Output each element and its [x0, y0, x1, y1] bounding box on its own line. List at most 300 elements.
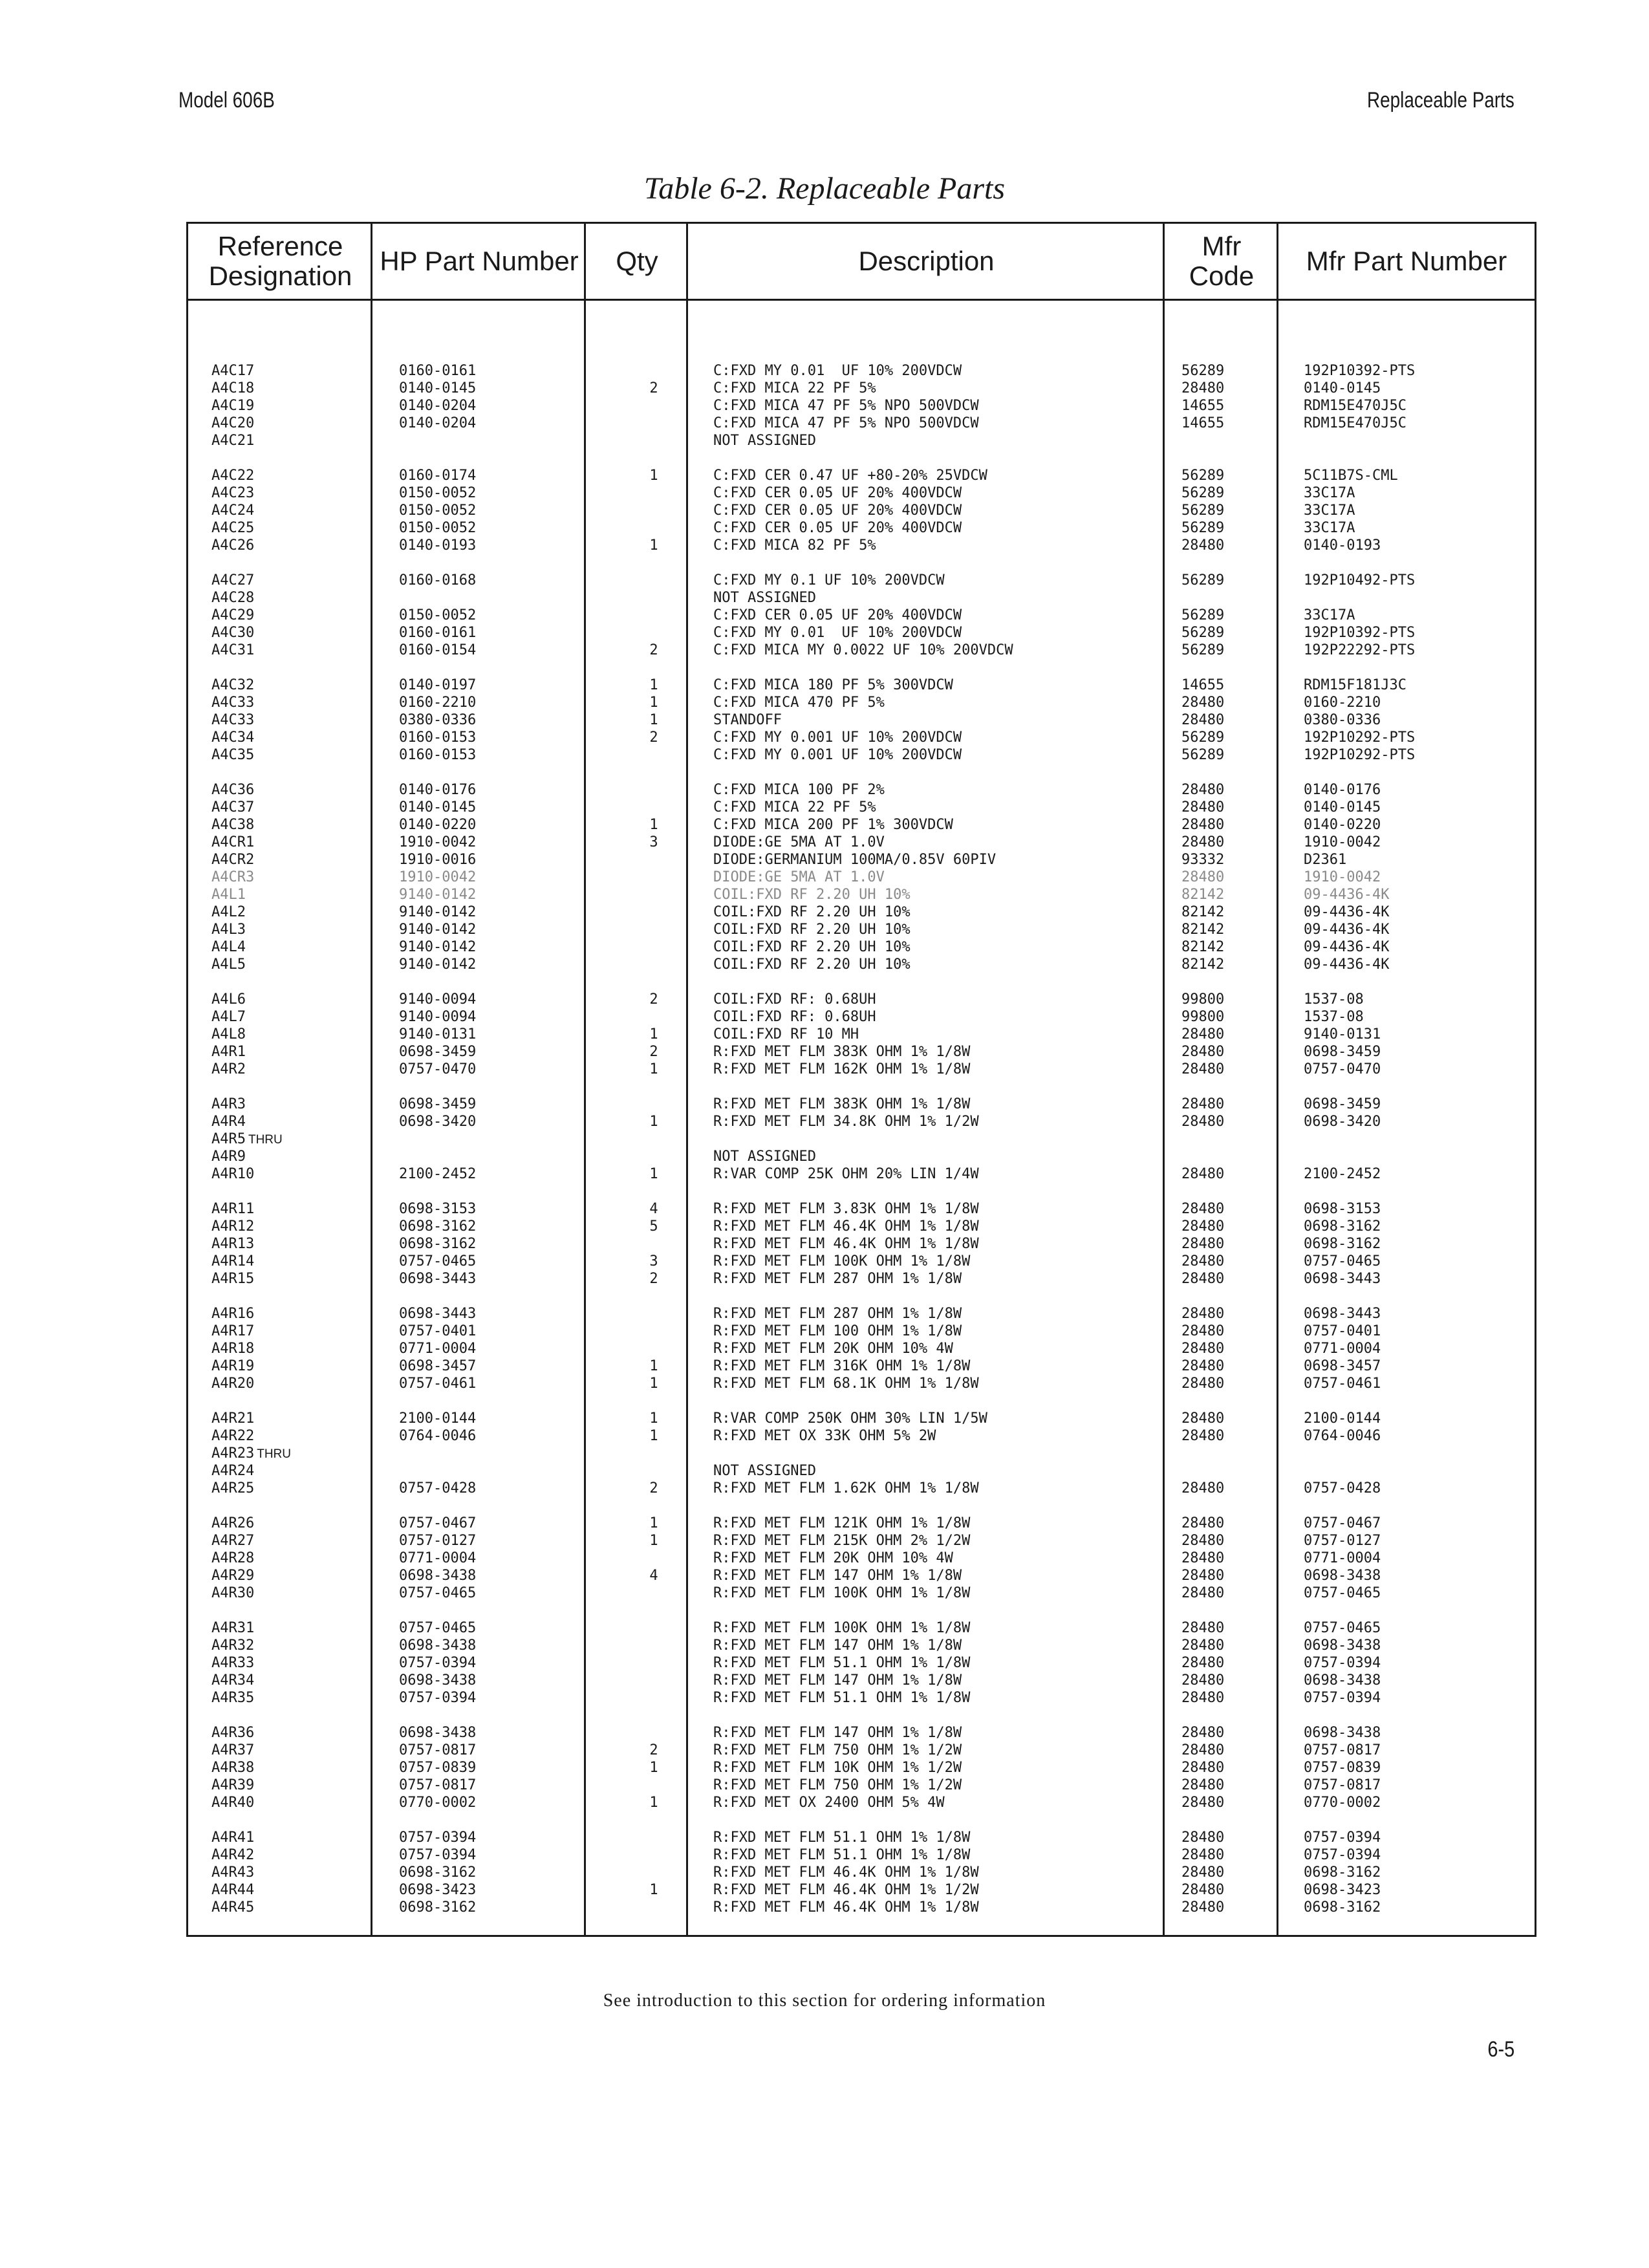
- cell-mfr-code: 28480: [1181, 1428, 1225, 1444]
- cell-reference: A4R4: [211, 1114, 246, 1130]
- cell-description: R:FXD MET FLM 46.4K OHM 1% 1/8W: [713, 1864, 979, 1881]
- table-row: [188, 1584, 1535, 1602]
- cell-reference: A4R20: [211, 1376, 255, 1392]
- table-row: [188, 1724, 1535, 1742]
- cell-mfr-part-number: 09-4436-4K: [1304, 922, 1390, 938]
- cell-mfr-code: 28480: [1181, 1166, 1225, 1182]
- cell-description: R:FXD MET FLM 100K OHM 1% 1/8W: [713, 1253, 971, 1269]
- cell-mfr-code: 28480: [1181, 1864, 1225, 1881]
- cell-hp-part-number: 0757-0428: [399, 1480, 477, 1496]
- cell-hp-part-number: 0757-0817: [399, 1742, 477, 1758]
- cell-description: R:FXD MET OX 33K OHM 5% 2W: [713, 1428, 936, 1444]
- cell-description: C:FXD MICA 470 PF 5%: [713, 695, 885, 711]
- table-row: [188, 1777, 1535, 1794]
- table-row: [188, 1200, 1535, 1218]
- cell-qty: 2: [649, 1742, 658, 1758]
- table-row: [188, 1305, 1535, 1323]
- cell-qty: 1: [649, 695, 658, 711]
- cell-mfr-code: 28480: [1181, 712, 1225, 728]
- cell-mfr-code: 28480: [1181, 1061, 1225, 1077]
- cell-mfr-code: 28480: [1181, 799, 1225, 815]
- cell-reference: A4R44: [211, 1882, 255, 1898]
- cell-description: R:FXD MET FLM 287 OHM 1% 1/8W: [713, 1306, 962, 1322]
- cell-hp-part-number: 1910-0042: [399, 869, 477, 885]
- table-row: [188, 1218, 1535, 1235]
- cell-mfr-code: 28480: [1181, 1742, 1225, 1758]
- cell-hp-part-number: 9140-0142: [399, 939, 477, 955]
- table-row: [188, 1008, 1535, 1026]
- cell-qty: 1: [649, 1114, 658, 1130]
- cell-mfr-code: 56289: [1181, 642, 1225, 658]
- cell-reference: A4C33: [211, 695, 255, 711]
- cell-mfr-part-number: 0698-3459: [1304, 1096, 1381, 1112]
- cell-mfr-code: 28480: [1181, 1096, 1225, 1112]
- table-row: [188, 1148, 1535, 1165]
- cell-mfr-code: 99800: [1181, 991, 1225, 1008]
- cell-qty: 1: [649, 1760, 658, 1776]
- table-row: [188, 991, 1535, 1008]
- cell-reference: A4R16: [211, 1306, 255, 1322]
- cell-mfr-part-number: 2100-2452: [1304, 1166, 1381, 1182]
- cell-qty: 1: [649, 1533, 658, 1549]
- table-row: [188, 467, 1535, 484]
- cell-hp-part-number: 0380-0336: [399, 712, 477, 728]
- cell-reference: A4C38: [211, 817, 255, 833]
- cell-reference: A4R12: [211, 1218, 255, 1235]
- cell-description: C:FXD CER 0.05 UF 20% 400VDCW: [713, 520, 962, 536]
- cell-mfr-code: 28480: [1181, 1236, 1225, 1252]
- cell-description: R:VAR COMP 250K OHM 30% LIN 1/5W: [713, 1410, 987, 1427]
- cell-reference: A4C17: [211, 363, 255, 379]
- cell-reference: A4L7: [211, 1009, 246, 1025]
- cell-reference: A4R45: [211, 1899, 255, 1916]
- cell-mfr-code: 56289: [1181, 572, 1225, 589]
- cell-mfr-code: 56289: [1181, 502, 1225, 519]
- cell-hp-part-number: 0757-0465: [399, 1620, 477, 1636]
- cell-description: R:FXD MET FLM 34.8K OHM 1% 1/2W: [713, 1114, 979, 1130]
- cell-description: COIL:FXD RF 2.20 UH 10%: [713, 887, 911, 903]
- cell-reference: A4R19: [211, 1358, 255, 1374]
- cell-mfr-code: 82142: [1181, 887, 1225, 903]
- table-row: [188, 746, 1535, 764]
- cell-mfr-part-number: 0757-0394: [1304, 1830, 1381, 1846]
- cell-reference: A4C23: [211, 485, 255, 501]
- cell-reference: A4C21: [211, 433, 255, 449]
- cell-mfr-part-number: 192P10292-PTS: [1304, 747, 1416, 763]
- table-row: [188, 1829, 1535, 1846]
- cell-reference: A4C29: [211, 607, 255, 623]
- column-header-mfr-code: Mfr Code: [1189, 231, 1255, 291]
- cell-reference: A4R33: [211, 1655, 255, 1671]
- cell-description: NOT ASSIGNED: [713, 1149, 816, 1165]
- cell-description: R:FXD MET FLM 147 OHM 1% 1/8W: [713, 1568, 962, 1584]
- cell-mfr-code: 28480: [1181, 1515, 1225, 1531]
- cell-mfr-code: 28480: [1181, 1568, 1225, 1584]
- table-row: [188, 1410, 1535, 1427]
- cell-qty: 1: [649, 1166, 658, 1182]
- cell-mfr-code: 82142: [1181, 922, 1225, 938]
- page-number: 6-5: [1487, 2037, 1514, 2062]
- cell-mfr-part-number: 0698-3162: [1304, 1864, 1381, 1881]
- cell-reference: A4R40: [211, 1795, 255, 1811]
- cell-mfr-part-number: 0698-3457: [1304, 1358, 1381, 1374]
- cell-mfr-part-number: 192P10392-PTS: [1304, 363, 1416, 379]
- cell-hp-part-number: 0140-0145: [399, 380, 477, 396]
- cell-reference: A4R26: [211, 1515, 255, 1531]
- cell-description: R:FXD MET FLM 162K OHM 1% 1/8W: [713, 1061, 971, 1077]
- cell-mfr-code: 82142: [1181, 904, 1225, 920]
- table-row: [188, 799, 1535, 816]
- table-row: [188, 1445, 1535, 1462]
- table-row: [188, 607, 1535, 624]
- cell-hp-part-number: 0160-0153: [399, 747, 477, 763]
- cell-mfr-part-number: 0698-3443: [1304, 1271, 1381, 1287]
- cell-qty: 1: [649, 677, 658, 693]
- table-row: [188, 1340, 1535, 1357]
- cell-hp-part-number: 0150-0052: [399, 607, 477, 623]
- cell-mfr-part-number: 1910-0042: [1304, 869, 1381, 885]
- cell-description: DIODE:GE 5MA AT 1.0V: [713, 834, 885, 850]
- cell-mfr-code: 28480: [1181, 1341, 1225, 1357]
- table-row: [188, 415, 1535, 432]
- cell-hp-part-number: 0757-0817: [399, 1777, 477, 1793]
- table-row: [188, 869, 1535, 886]
- cell-reference: A4C33: [211, 712, 255, 728]
- cell-mfr-code: 28480: [1181, 1323, 1225, 1339]
- cell-mfr-part-number: 0698-3162: [1304, 1218, 1381, 1235]
- cell-description: C:FXD CER 0.05 UF 20% 400VDCW: [713, 607, 962, 623]
- cell-reference: A4L6: [211, 991, 246, 1008]
- table-row: [188, 903, 1535, 921]
- cell-description: R:FXD MET FLM 750 OHM 1% 1/2W: [713, 1777, 962, 1793]
- cell-mfr-part-number: 0140-0145: [1304, 380, 1381, 396]
- cell-description: C:FXD MICA 47 PF 5% NPO 500VDCW: [713, 415, 979, 431]
- cell-hp-part-number: 0698-3459: [399, 1044, 477, 1060]
- cell-mfr-part-number: 0757-0394: [1304, 1847, 1381, 1863]
- cell-reference: A4C30: [211, 625, 255, 641]
- cell-reference: A4R27: [211, 1533, 255, 1549]
- table-row: [188, 1480, 1535, 1497]
- table-row: [188, 886, 1535, 903]
- cell-hp-part-number: 0140-0145: [399, 799, 477, 815]
- cell-mfr-code: 56289: [1181, 729, 1225, 746]
- cell-description: STANDOFF: [713, 712, 782, 728]
- cell-description: R:FXD MET FLM 383K OHM 1% 1/8W: [713, 1096, 971, 1112]
- cell-hp-part-number: 0771-0004: [399, 1550, 477, 1566]
- cell-mfr-code: 56289: [1181, 520, 1225, 536]
- cell-mfr-part-number: 0764-0046: [1304, 1428, 1381, 1444]
- cell-description: R:FXD MET FLM 20K OHM 10% 4W: [713, 1341, 953, 1357]
- cell-mfr-code: 28480: [1181, 1725, 1225, 1741]
- cell-hp-part-number: 0160-0153: [399, 729, 477, 746]
- cell-description: C:FXD MICA MY 0.0022 UF 10% 200VDCW: [713, 642, 1013, 658]
- table-row: [188, 1113, 1535, 1130]
- cell-qty: 2: [649, 1480, 658, 1496]
- cell-mfr-part-number: 0757-0461: [1304, 1376, 1381, 1392]
- cell-mfr-part-number: 33C17A: [1304, 502, 1355, 519]
- cell-reference: A4L2: [211, 904, 246, 920]
- cell-description: COIL:FXD RF 2.20 UH 10%: [713, 922, 911, 938]
- cell-mfr-part-number: 9140-0131: [1304, 1026, 1381, 1042]
- cell-mfr-code: 28480: [1181, 1655, 1225, 1671]
- cell-hp-part-number: 0757-0401: [399, 1323, 477, 1339]
- cell-reference: A4C18: [211, 380, 255, 396]
- cell-description: R:FXD MET FLM 215K OHM 2% 1/2W: [713, 1533, 971, 1549]
- cell-mfr-code: 28480: [1181, 817, 1225, 833]
- cell-description: R:FXD MET FLM 100 OHM 1% 1/8W: [713, 1323, 962, 1339]
- cell-hp-part-number: 0771-0004: [399, 1341, 477, 1357]
- cell-reference: A4C35: [211, 747, 255, 763]
- cell-description: NOT ASSIGNED: [713, 590, 816, 606]
- cell-description: C:FXD MY 0.001 UF 10% 200VDCW: [713, 729, 962, 746]
- cell-hp-part-number: 0150-0052: [399, 502, 477, 519]
- cell-mfr-code: 82142: [1181, 956, 1225, 973]
- cell-description: C:FXD MY 0.1 UF 10% 200VDCW: [713, 572, 945, 589]
- cell-hp-part-number: 0698-3162: [399, 1864, 477, 1881]
- cell-qty: 2: [649, 729, 658, 746]
- cell-hp-part-number: 0764-0046: [399, 1428, 477, 1444]
- cell-reference: A4R11: [211, 1201, 255, 1217]
- cell-description: R:FXD MET FLM 383K OHM 1% 1/8W: [713, 1044, 971, 1060]
- cell-mfr-part-number: 0757-0465: [1304, 1620, 1381, 1636]
- table-row: [188, 1742, 1535, 1759]
- cell-description: R:FXD MET FLM 46.4K OHM 1% 1/8W: [713, 1236, 979, 1252]
- table-row: [188, 380, 1535, 397]
- cell-description: DIODE:GERMANIUM 100MA/0.85V 60PIV: [713, 852, 997, 868]
- cell-qty: 4: [649, 1568, 658, 1584]
- running-head-model: Model 606B: [178, 88, 275, 113]
- cell-hp-part-number: 0140-0197: [399, 677, 477, 693]
- cell-hp-part-number: 0698-3457: [399, 1358, 477, 1374]
- cell-hp-part-number: 9140-0142: [399, 922, 477, 938]
- cell-reference: A4R17: [211, 1323, 255, 1339]
- cell-qty: 3: [649, 834, 658, 850]
- cell-hp-part-number: 0757-0394: [399, 1847, 477, 1863]
- cell-mfr-code: 56289: [1181, 607, 1225, 623]
- cell-mfr-part-number: 0698-3438: [1304, 1568, 1381, 1584]
- cell-mfr-part-number: 09-4436-4K: [1304, 904, 1390, 920]
- cell-mfr-part-number: 0140-0220: [1304, 817, 1381, 833]
- cell-hp-part-number: 0140-0204: [399, 398, 477, 414]
- cell-description: NOT ASSIGNED: [713, 433, 816, 449]
- cell-reference: A4R1: [211, 1044, 246, 1060]
- cell-mfr-part-number: 0698-3443: [1304, 1306, 1381, 1322]
- table-row: [188, 1096, 1535, 1113]
- table-row: [188, 1375, 1535, 1392]
- cell-qty: 2: [649, 1044, 658, 1060]
- cell-hp-part-number: 0160-0174: [399, 468, 477, 484]
- cell-description: COIL:FXD RF 2.20 UH 10%: [713, 904, 911, 920]
- table-row: [188, 1270, 1535, 1288]
- cell-hp-part-number: 0698-3438: [399, 1725, 477, 1741]
- cell-description: C:FXD MICA 180 PF 5% 300VDCW: [713, 677, 953, 693]
- cell-mfr-part-number: 0757-0470: [1304, 1061, 1381, 1077]
- cell-description: COIL:FXD RF: 0.68UH: [713, 991, 876, 1008]
- cell-mfr-part-number: 33C17A: [1304, 485, 1355, 501]
- cell-mfr-part-number: 0771-0004: [1304, 1341, 1381, 1357]
- cell-hp-part-number: 0698-3153: [399, 1201, 477, 1217]
- table-row: [188, 711, 1535, 729]
- table-row: [188, 938, 1535, 956]
- cell-mfr-part-number: 09-4436-4K: [1304, 939, 1390, 955]
- cell-mfr-code: 14655: [1181, 398, 1225, 414]
- cell-mfr-part-number: D2361: [1304, 852, 1347, 868]
- table-row: [188, 519, 1535, 537]
- cell-hp-part-number: 0140-0220: [399, 817, 477, 833]
- cell-mfr-part-number: 0757-0817: [1304, 1742, 1381, 1758]
- cell-description: R:FXD MET FLM 46.4K OHM 1% 1/2W: [713, 1882, 979, 1898]
- table-row: [188, 956, 1535, 973]
- cell-description: R:FXD MET OX 2400 OHM 5% 4W: [713, 1795, 945, 1811]
- cell-mfr-part-number: 1910-0042: [1304, 834, 1381, 850]
- cell-mfr-part-number: 0771-0004: [1304, 1550, 1381, 1566]
- cell-description: R:FXD MET FLM 46.4K OHM 1% 1/8W: [713, 1899, 979, 1916]
- cell-reference: A4C24: [211, 502, 255, 519]
- cell-qty: 1: [649, 1061, 658, 1077]
- cell-hp-part-number: 0698-3162: [399, 1236, 477, 1252]
- cell-mfr-code: 56289: [1181, 485, 1225, 501]
- cell-mfr-part-number: 0698-3162: [1304, 1236, 1381, 1252]
- cell-description: C:FXD MICA 200 PF 1% 300VDCW: [713, 817, 953, 833]
- cell-hp-part-number: 9140-0142: [399, 904, 477, 920]
- cell-mfr-part-number: 5C11B7S-CML: [1304, 468, 1398, 484]
- cell-mfr-code: 28480: [1181, 1847, 1225, 1863]
- cell-qty: 3: [649, 1253, 658, 1269]
- cell-reference: A4L3: [211, 922, 246, 938]
- cell-hp-part-number: 0150-0052: [399, 520, 477, 536]
- cell-mfr-code: 28480: [1181, 869, 1225, 885]
- cell-mfr-part-number: 2100-0144: [1304, 1410, 1381, 1427]
- cell-mfr-code: 28480: [1181, 1620, 1225, 1636]
- table-row: [188, 921, 1535, 938]
- cell-mfr-part-number: 192P22292-PTS: [1304, 642, 1416, 658]
- cell-mfr-part-number: 0160-2210: [1304, 695, 1381, 711]
- table-row: [188, 1794, 1535, 1811]
- cell-description: COIL:FXD RF 2.20 UH 10%: [713, 939, 911, 955]
- reference-thru-wrapper: [211, 1445, 291, 1463]
- column-header-reference-designation: Reference Designation: [208, 231, 352, 291]
- cell-description: C:FXD MICA 100 PF 2%: [713, 782, 885, 798]
- cell-reference: A4L1: [211, 887, 246, 903]
- cell-description: R:FXD MET FLM 46.4K OHM 1% 1/8W: [713, 1218, 979, 1235]
- cell-hp-part-number: 0757-0394: [399, 1830, 477, 1846]
- cell-hp-part-number: 0698-3438: [399, 1568, 477, 1584]
- cell-hp-part-number: 0757-0470: [399, 1061, 477, 1077]
- cell-qty: 1: [649, 1410, 658, 1427]
- table-title: Table 6-2. Replaceable Parts: [643, 171, 1006, 206]
- cell-reference: A4R28: [211, 1550, 255, 1566]
- cell-reference: A4C34: [211, 729, 255, 746]
- table-row: [188, 624, 1535, 642]
- cell-description: R:FXD MET FLM 20K OHM 10% 4W: [713, 1550, 953, 1566]
- cell-mfr-code: 28480: [1181, 834, 1225, 850]
- table-row: [188, 1515, 1535, 1532]
- cell-mfr-part-number: 0757-0401: [1304, 1323, 1381, 1339]
- cell-mfr-code: 28480: [1181, 1114, 1225, 1130]
- cell-hp-part-number: 0160-0161: [399, 625, 477, 641]
- cell-mfr-part-number: 0757-0465: [1304, 1585, 1381, 1601]
- cell-mfr-part-number: 09-4436-4K: [1304, 956, 1390, 973]
- cell-reference: A4R41: [211, 1830, 255, 1846]
- cell-reference: A4L5: [211, 956, 246, 973]
- cell-description: C:FXD CER 0.47 UF +80-20% 25VDCW: [713, 468, 987, 484]
- cell-hp-part-number: 0160-0168: [399, 572, 477, 589]
- cell-hp-part-number: 0140-0204: [399, 415, 477, 431]
- cell-reference: A4R24: [211, 1463, 255, 1479]
- cell-hp-part-number: 9140-0142: [399, 887, 477, 903]
- table-row: [188, 781, 1535, 799]
- cell-hp-part-number: 0698-3443: [399, 1271, 477, 1287]
- cell-qty: 1: [649, 1428, 658, 1444]
- cell-mfr-code: 28480: [1181, 1358, 1225, 1374]
- cell-hp-part-number: 0757-0461: [399, 1376, 477, 1392]
- cell-mfr-code: 28480: [1181, 1026, 1225, 1042]
- table-row: [188, 1654, 1535, 1672]
- table-row: [188, 1881, 1535, 1899]
- cell-reference: A4R29: [211, 1568, 255, 1584]
- table-row: [188, 1550, 1535, 1567]
- running-head-section: Replaceable Parts: [1367, 88, 1514, 113]
- cell-reference: A4C27: [211, 572, 255, 589]
- cell-hp-part-number: 0770-0002: [399, 1795, 477, 1811]
- cell-description: C:FXD MICA 22 PF 5%: [713, 799, 876, 815]
- cell-qty: 1: [649, 817, 658, 833]
- cell-description: DIODE:GE 5MA AT 1.0V: [713, 869, 885, 885]
- cell-qty: 2: [649, 642, 658, 658]
- table-row: [188, 834, 1535, 851]
- cell-hp-part-number: 1910-0042: [399, 834, 477, 850]
- cell-mfr-part-number: 192P10392-PTS: [1304, 625, 1416, 641]
- cell-hp-part-number: 0698-3162: [399, 1899, 477, 1916]
- cell-hp-part-number: 0757-0467: [399, 1515, 477, 1531]
- cell-mfr-part-number: 0140-0176: [1304, 782, 1381, 798]
- cell-hp-part-number: 2100-0144: [399, 1410, 477, 1427]
- cell-description: R:FXD MET FLM 147 OHM 1% 1/8W: [713, 1725, 962, 1741]
- cell-mfr-code: 28480: [1181, 537, 1225, 554]
- cell-description: C:FXD MICA 47 PF 5% NPO 500VDCW: [713, 398, 979, 414]
- cell-mfr-part-number: 192P10492-PTS: [1304, 572, 1416, 589]
- cell-mfr-code: 28480: [1181, 1795, 1225, 1811]
- cell-reference: A4L8: [211, 1026, 246, 1042]
- cell-hp-part-number: 9140-0094: [399, 991, 477, 1008]
- reference-thru-wrapper: [211, 1130, 283, 1149]
- cell-mfr-part-number: 0757-0817: [1304, 1777, 1381, 1793]
- cell-reference: A4R35: [211, 1690, 255, 1706]
- cell-description: R:VAR COMP 25K OHM 20% LIN 1/4W: [713, 1166, 979, 1182]
- cell-qty: 2: [649, 380, 658, 396]
- cell-reference: A4R13: [211, 1236, 255, 1252]
- cell-qty: 2: [649, 1271, 658, 1287]
- cell-hp-part-number: 0698-3438: [399, 1637, 477, 1654]
- cell-description: R:FXD MET FLM 147 OHM 1% 1/8W: [713, 1672, 962, 1689]
- table-row: [188, 694, 1535, 711]
- cell-mfr-part-number: 0698-3162: [1304, 1899, 1381, 1916]
- cell-reference: A4R34: [211, 1672, 255, 1689]
- cell-description: R:FXD MET FLM 100K OHM 1% 1/8W: [713, 1620, 971, 1636]
- table-row: [188, 1672, 1535, 1689]
- cell-reference: A4CR3: [211, 869, 255, 885]
- cell-hp-part-number: 9140-0142: [399, 956, 477, 973]
- cell-description: R:FXD MET FLM 10K OHM 1% 1/2W: [713, 1760, 962, 1776]
- column-header-mfr-part-number: Mfr Part Number: [1306, 246, 1507, 276]
- cell-description: C:FXD MICA 22 PF 5%: [713, 380, 876, 396]
- cell-qty: 2: [649, 991, 658, 1008]
- cell-description: R:FXD MET FLM 51.1 OHM 1% 1/8W: [713, 1655, 971, 1671]
- cell-reference: A4R30: [211, 1585, 255, 1601]
- table-row: [188, 1026, 1535, 1043]
- cell-qty: 1: [649, 1026, 658, 1042]
- cell-mfr-code: 28480: [1181, 1271, 1225, 1287]
